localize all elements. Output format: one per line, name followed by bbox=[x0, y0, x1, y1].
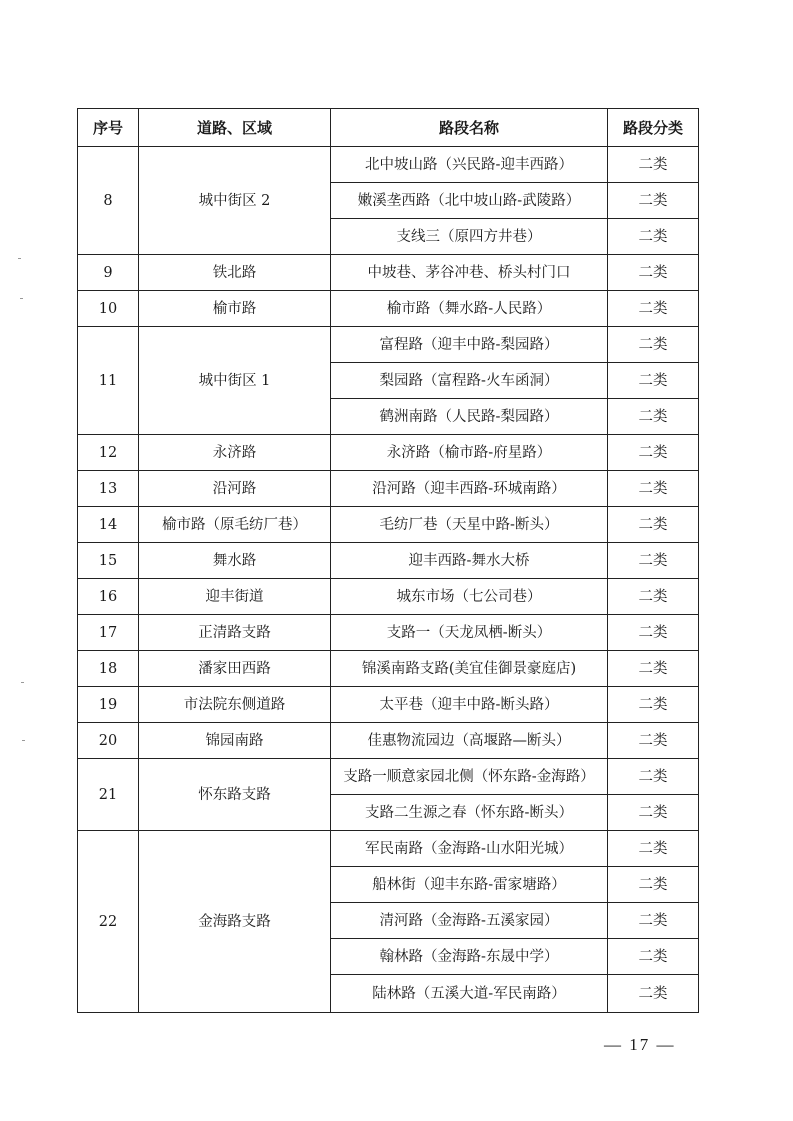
serial-number-cell: 8 bbox=[78, 147, 139, 255]
segment-name-cell: 中坡巷、茅谷冲巷、桥头村门口 bbox=[331, 255, 608, 291]
segment-category-cell: 二类 bbox=[608, 255, 699, 291]
segment-category-cell: 二类 bbox=[608, 183, 699, 219]
table-row bbox=[78, 687, 699, 723]
road-area-cell: 榆市路 bbox=[139, 291, 331, 327]
segment-category-cell: 二类 bbox=[608, 507, 699, 543]
table-header-row bbox=[78, 109, 699, 147]
segment-name-cell: 军民南路（金海路-山水阳光城） bbox=[331, 831, 608, 867]
table-row bbox=[78, 579, 699, 615]
table-row bbox=[78, 723, 699, 759]
road-area-cell: 城中街区 1 bbox=[139, 327, 331, 435]
road-area-cell: 舞水路 bbox=[139, 543, 331, 579]
scan-speck bbox=[22, 740, 25, 741]
segment-name-cell: 太平巷（迎丰中路-断头路） bbox=[331, 687, 608, 723]
segment-category-cell: 二类 bbox=[608, 795, 699, 831]
header-road-area: 道路、区域 bbox=[139, 109, 331, 147]
road-area-cell: 锦园南路 bbox=[139, 723, 331, 759]
segment-category-cell: 二类 bbox=[608, 291, 699, 327]
segment-category-cell: 二类 bbox=[608, 651, 699, 687]
table-row bbox=[78, 651, 699, 687]
segment-name-cell: 永济路（榆市路-府星路） bbox=[331, 435, 608, 471]
serial-number-cell: 15 bbox=[78, 543, 139, 579]
segment-category-cell: 二类 bbox=[608, 579, 699, 615]
segment-category-cell: 二类 bbox=[608, 939, 699, 975]
serial-number-cell: 12 bbox=[78, 435, 139, 471]
segment-name-cell: 佳惠物流园边（高堰路—断头） bbox=[331, 723, 608, 759]
table-row bbox=[78, 435, 699, 471]
segment-name-cell: 支路二生源之春（怀东路-断头） bbox=[331, 795, 608, 831]
segment-category-cell: 二类 bbox=[608, 327, 699, 363]
segment-category-cell: 二类 bbox=[608, 543, 699, 579]
road-area-cell: 榆市路（原毛纺厂巷） bbox=[139, 507, 331, 543]
segment-category-cell: 二类 bbox=[608, 399, 699, 435]
segment-category-cell: 二类 bbox=[608, 435, 699, 471]
segment-name-cell: 鹤洲南路（人民路-梨园路） bbox=[331, 399, 608, 435]
table-row bbox=[78, 615, 699, 651]
serial-number-cell: 19 bbox=[78, 687, 139, 723]
segment-name-cell: 锦溪南路支路(美宜佳御景豪庭店) bbox=[331, 651, 608, 687]
road-area-cell: 正清路支路 bbox=[139, 615, 331, 651]
serial-number-cell: 11 bbox=[78, 327, 139, 435]
road-area-cell: 铁北路 bbox=[139, 255, 331, 291]
segment-name-cell: 迎丰西路-舞水大桥 bbox=[331, 543, 608, 579]
segment-category-cell: 二类 bbox=[608, 471, 699, 507]
segment-name-cell: 支路一（天龙凤栖-断头） bbox=[331, 615, 608, 651]
serial-number-cell: 13 bbox=[78, 471, 139, 507]
table-row bbox=[78, 471, 699, 507]
serial-number-cell: 21 bbox=[78, 759, 139, 831]
serial-number-cell: 18 bbox=[78, 651, 139, 687]
segment-category-cell: 二类 bbox=[608, 363, 699, 399]
segment-name-cell: 沿河路（迎丰西路-环城南路） bbox=[331, 471, 608, 507]
road-area-cell: 沿河路 bbox=[139, 471, 331, 507]
serial-number-cell: 16 bbox=[78, 579, 139, 615]
road-area-cell: 城中街区 2 bbox=[139, 147, 331, 255]
table-row bbox=[78, 831, 699, 867]
serial-number-cell: 14 bbox=[78, 507, 139, 543]
segment-name-cell: 榆市路（舞水路-人民路） bbox=[331, 291, 608, 327]
segment-category-cell: 二类 bbox=[608, 831, 699, 867]
segment-category-cell: 二类 bbox=[608, 147, 699, 183]
scan-speck bbox=[18, 258, 21, 259]
serial-number-cell: 9 bbox=[78, 255, 139, 291]
segment-category-cell: 二类 bbox=[608, 867, 699, 903]
serial-number-cell: 10 bbox=[78, 291, 139, 327]
road-area-cell: 市法院东侧道路 bbox=[139, 687, 331, 723]
segment-category-cell: 二类 bbox=[608, 723, 699, 759]
road-area-cell: 怀东路支路 bbox=[139, 759, 331, 831]
road-area-cell: 潘家田西路 bbox=[139, 651, 331, 687]
segment-name-cell: 陆林路（五溪大道-军民南路） bbox=[331, 975, 608, 1013]
segment-name-cell: 毛纺厂巷（天星中路-断头） bbox=[331, 507, 608, 543]
table-body bbox=[78, 147, 699, 1013]
table-row bbox=[78, 291, 699, 327]
serial-number-cell: 17 bbox=[78, 615, 139, 651]
header-segment-category: 路段分类 bbox=[608, 109, 699, 147]
road-segment-table bbox=[77, 108, 699, 1013]
header-segment-name: 路段名称 bbox=[331, 109, 608, 147]
header-serial-number: 序号 bbox=[78, 109, 139, 147]
table-row bbox=[78, 759, 699, 795]
segment-category-cell: 二类 bbox=[608, 615, 699, 651]
segment-name-cell: 翰林路（金海路-东晟中学） bbox=[331, 939, 608, 975]
serial-number-cell: 20 bbox=[78, 723, 139, 759]
table-row bbox=[78, 147, 699, 183]
segment-name-cell: 支线三（原四方井巷） bbox=[331, 219, 608, 255]
segment-name-cell: 富程路（迎丰中路-梨园路） bbox=[331, 327, 608, 363]
road-area-cell: 永济路 bbox=[139, 435, 331, 471]
segment-name-cell: 嫩溪垄西路（北中坡山路-武陵路） bbox=[331, 183, 608, 219]
scan-speck bbox=[21, 682, 24, 683]
road-area-cell: 金海路支路 bbox=[139, 831, 331, 1013]
table-row bbox=[78, 255, 699, 291]
segment-category-cell: 二类 bbox=[608, 975, 699, 1013]
table-row bbox=[78, 327, 699, 363]
segment-name-cell: 清河路（金海路-五溪家园） bbox=[331, 903, 608, 939]
table-row bbox=[78, 507, 699, 543]
road-area-cell: 迎丰街道 bbox=[139, 579, 331, 615]
segment-category-cell: 二类 bbox=[608, 759, 699, 795]
table-row bbox=[78, 543, 699, 579]
page-number: — 17 — bbox=[604, 1035, 676, 1054]
segment-name-cell: 北中坡山路（兴民路-迎丰西路） bbox=[331, 147, 608, 183]
serial-number-cell: 22 bbox=[78, 831, 139, 1013]
segment-category-cell: 二类 bbox=[608, 903, 699, 939]
segment-name-cell: 城东市场（七公司巷） bbox=[331, 579, 608, 615]
segment-name-cell: 船林街（迎丰东路-雷家塘路） bbox=[331, 867, 608, 903]
segment-name-cell: 支路一顺意家园北侧（怀东路-金海路） bbox=[331, 759, 608, 795]
scan-speck bbox=[20, 298, 23, 299]
segment-category-cell: 二类 bbox=[608, 219, 699, 255]
segment-category-cell: 二类 bbox=[608, 687, 699, 723]
segment-name-cell: 梨园路（富程路-火车函洞） bbox=[331, 363, 608, 399]
